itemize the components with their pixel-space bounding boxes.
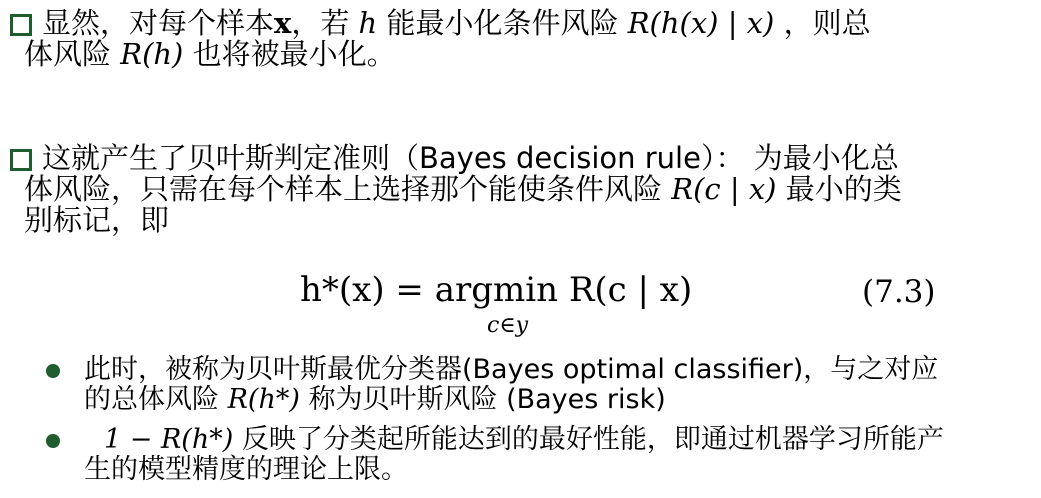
text: ，则总 [783, 6, 871, 40]
bullet-dot-icon [46, 434, 60, 448]
math-bayes-risk: R(h*) [227, 384, 300, 415]
text: 生的模型精度的理论上限。 [84, 454, 408, 485]
paragraph-line [24, 39, 1030, 70]
equation-subscript: c∈y [487, 313, 529, 338]
paragraph-line [42, 8, 1030, 39]
bullet-item [46, 425, 1036, 485]
text: 此时，被称为贝叶斯最优分类器(Bayes optimal classifier)，与之对应 [84, 354, 939, 385]
text: 这就产生了贝叶斯判定准则（Bayes decision rule）： [42, 141, 745, 175]
paragraph-line [42, 143, 1030, 174]
square-bullet-icon [10, 14, 32, 36]
bullet-line [84, 385, 1036, 415]
text: 能最小化条件风险 [386, 6, 619, 40]
text: 别标记，即 [24, 203, 170, 237]
text: ，若 [291, 6, 350, 40]
math-bold-x: x [274, 6, 292, 40]
text: 的总体风险 [84, 384, 219, 415]
text: 为最小化总 [753, 141, 899, 175]
math-conditional-risk: R(h(x) | x) [627, 6, 775, 40]
math-overall-risk: R(h) [120, 37, 184, 71]
paragraph-line [24, 174, 1030, 205]
equation-main: h*(x) = argmin R(c | x) [300, 270, 693, 310]
paragraph-line [24, 205, 1030, 236]
paragraph-bayes-rule [10, 143, 1030, 236]
text: 最小的类 [785, 172, 902, 206]
equation-number: (7.3) [862, 274, 936, 310]
bullet-line [84, 455, 1036, 485]
bullet-dot-icon [46, 364, 60, 378]
text: 也将被最小化。 [192, 37, 396, 71]
math-h: h [358, 6, 378, 40]
text: 体风险，只需在每个样本上选择那个能使条件风险 [24, 172, 663, 206]
square-bullet-icon [10, 149, 32, 171]
math-conditional-risk: R(c | x) [671, 172, 777, 206]
bullet-line [84, 355, 1036, 385]
text: 体风险 [24, 37, 112, 71]
bullet-line [84, 425, 1036, 455]
text: 反映了分类起所能达到的最好性能，即通过机器学习所能产 [241, 424, 944, 455]
math-best-performance: 1 − R(h*) [104, 424, 234, 455]
paragraph-conditional-risk [10, 8, 1030, 70]
text: 显然，对每个样本 [42, 6, 275, 40]
bullet-item [46, 355, 1036, 415]
text: 称为贝叶斯风险 (Bayes risk) [308, 384, 666, 415]
